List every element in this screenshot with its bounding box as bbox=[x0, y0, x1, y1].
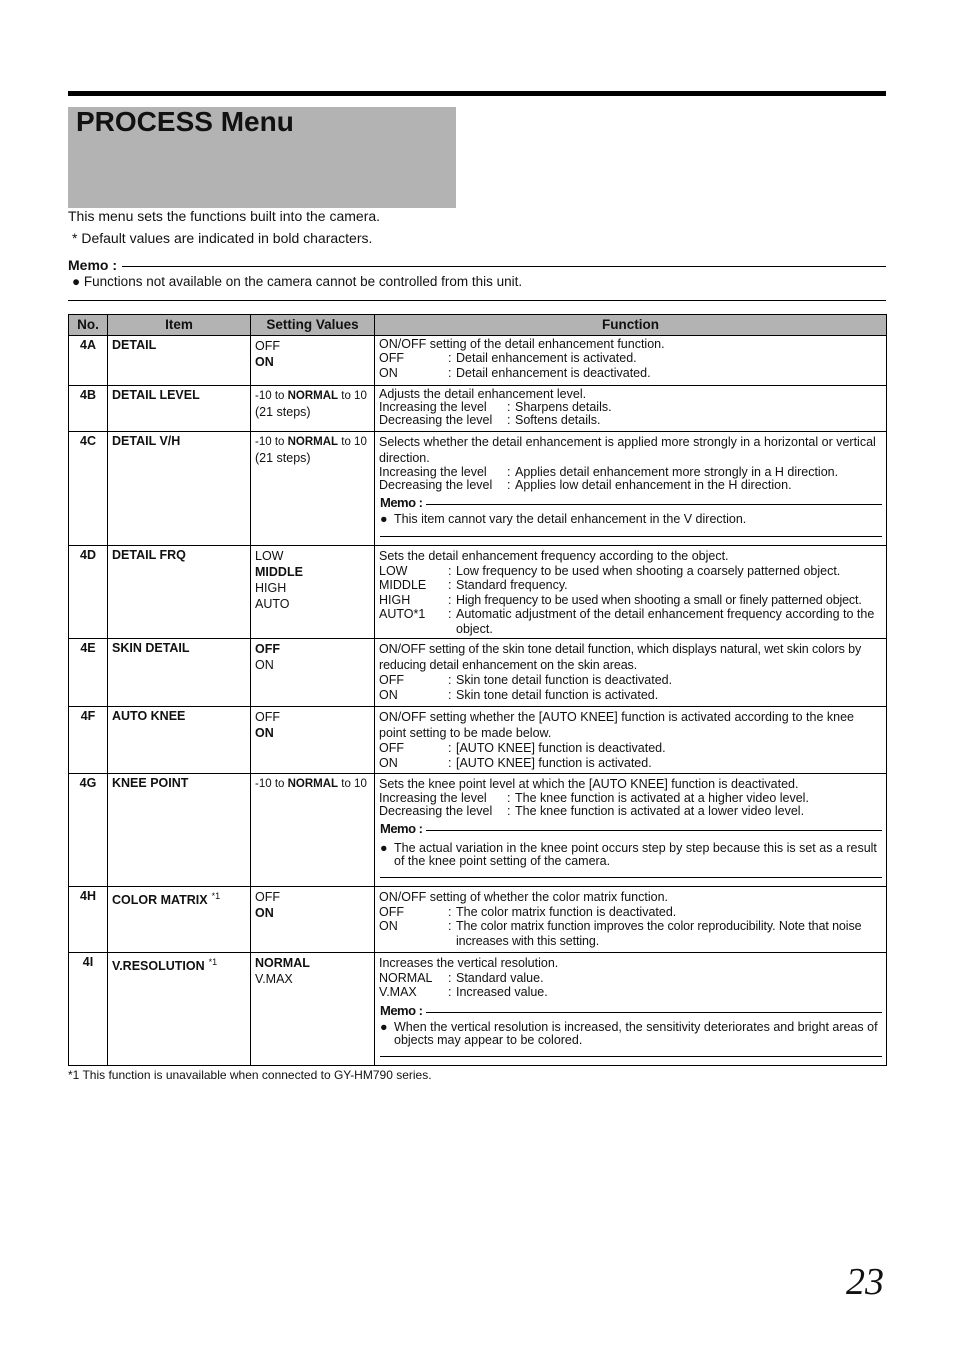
row-function bbox=[375, 639, 887, 707]
value-option: OFF bbox=[255, 889, 280, 904]
footnote: *1 This function is unavailable when connected to GY-HM790 series. bbox=[68, 1068, 432, 1082]
row-values bbox=[251, 639, 375, 707]
title-banner bbox=[68, 107, 456, 208]
header-setting-values: Setting Values bbox=[251, 315, 375, 336]
header-no: No. bbox=[69, 315, 108, 336]
function-option: OFF : The color matrix function is deactivated. bbox=[379, 904, 677, 919]
row-item: COLOR MATRIX $^{*1}$ bbox=[108, 886, 251, 952]
function-option: Increasing the level : Sharpens details. bbox=[379, 400, 612, 414]
function-option: V.MAX : Increased value. bbox=[379, 985, 548, 999]
function-option: MIDDLE : Standard frequency. bbox=[379, 578, 568, 592]
value-option-default: NORMAL bbox=[255, 955, 310, 970]
row-no: 4A bbox=[69, 336, 108, 386]
value-option: AUTO bbox=[255, 596, 290, 611]
function-option: Decreasing the level : Softens details. bbox=[379, 413, 601, 427]
bullet-icon: ● bbox=[72, 274, 81, 289]
row-no: 4G bbox=[69, 774, 108, 887]
function-desc: Sets the detail enhancement frequency according to the object. bbox=[379, 548, 729, 563]
memo-label: Memo : bbox=[380, 495, 423, 510]
memo-note-text: Functions not available on the camera cannot be controlled from this unit. bbox=[83, 274, 523, 289]
function-desc: ON/OFF setting of whether the color matrix function. bbox=[379, 889, 669, 904]
footnote-mark: *1 bbox=[208, 956, 218, 967]
memo-text: This item cannot vary the detail enhancement in the V direction. bbox=[394, 511, 747, 526]
memo-header bbox=[68, 257, 886, 273]
bullet-icon: ● bbox=[380, 1020, 388, 1034]
row-item: AUTO KNEE bbox=[108, 707, 251, 774]
row-item: SKIN DETAIL bbox=[108, 639, 251, 707]
row-values bbox=[251, 952, 375, 1066]
function-desc: Increases the vertical resolution. bbox=[379, 955, 559, 970]
value-steps: (21 steps) bbox=[255, 451, 311, 465]
row-values bbox=[251, 886, 375, 952]
row-no: 4C bbox=[69, 432, 108, 546]
row-no: 4H bbox=[69, 886, 108, 952]
process-menu-table bbox=[68, 314, 887, 1066]
row-item: KNEE POINT bbox=[108, 774, 251, 887]
footnote-mark: *1 bbox=[211, 890, 221, 901]
row-function bbox=[375, 707, 887, 774]
table-row bbox=[69, 432, 887, 546]
row-values bbox=[251, 432, 375, 546]
value-option: HIGH bbox=[255, 580, 287, 595]
row-function bbox=[375, 774, 887, 887]
row-values bbox=[251, 707, 375, 774]
function-option: NORMAL : Standard value. bbox=[379, 970, 544, 985]
table-header-row bbox=[69, 315, 887, 336]
intro-text: This menu sets the functions built into the camera. bbox=[68, 208, 381, 224]
memo-rule bbox=[122, 266, 886, 267]
function-option: OFF : Skin tone detail function is deactivated. bbox=[379, 673, 673, 687]
value-range: -10 to NORMAL to 10 bbox=[255, 390, 367, 402]
value-option: ON bbox=[255, 658, 274, 672]
row-function bbox=[375, 386, 887, 432]
function-option: Increasing the level : The knee function is activated at a higher video level. bbox=[379, 791, 809, 805]
value-option: V.MAX bbox=[255, 971, 293, 986]
function-option: Decreasing the level : Applies low detail enhancement in the H direction. bbox=[379, 478, 792, 492]
function-desc: ON/OFF setting of the skin tone detail function, which displays natural, wet skin colors by reducing detail enhancement on the skin areas. bbox=[379, 642, 862, 672]
memo-text: When the vertical resolution is increased, the sensitivity deteriorates and bright areas of objects may appear to be colored. bbox=[394, 1020, 878, 1047]
row-values bbox=[251, 774, 375, 887]
row-function bbox=[375, 432, 887, 546]
bullet-icon: ● bbox=[380, 511, 388, 526]
value-option: LOW bbox=[255, 548, 284, 563]
inner-memo bbox=[380, 496, 882, 537]
table-row bbox=[69, 952, 887, 1066]
table-row bbox=[69, 886, 887, 952]
memo-text: The actual variation in the knee point occurs step by step because this is set as a result of the knee point setting of the camera. bbox=[394, 840, 877, 868]
header-item: Item bbox=[108, 315, 251, 336]
memo-label: Memo : bbox=[380, 821, 423, 836]
value-option-default: MIDDLE bbox=[255, 564, 303, 579]
memo-bottom-rule bbox=[68, 300, 886, 301]
function-desc: Selects whether the detail enhancement is applied more strongly in a horizontal or vertical direction. bbox=[379, 435, 876, 465]
function-option: ON : Detail enhancement is deactivated. bbox=[379, 365, 651, 380]
table-row bbox=[69, 774, 887, 887]
function-option: OFF : [AUTO KNEE] function is deactivated. bbox=[379, 741, 666, 755]
table-row bbox=[69, 639, 887, 707]
row-item: DETAIL V/H bbox=[108, 432, 251, 546]
page-number: 23 bbox=[846, 1261, 884, 1303]
row-function bbox=[375, 952, 887, 1066]
value-option-default: ON bbox=[255, 355, 274, 369]
function-option: Decreasing the level : The knee function is activated at a lower video level. bbox=[379, 804, 805, 818]
row-no: 4F bbox=[69, 707, 108, 774]
bullet-icon: ● bbox=[380, 840, 388, 855]
value-option-default: ON bbox=[255, 905, 274, 920]
table-row bbox=[69, 386, 887, 432]
table-row bbox=[69, 545, 887, 639]
function-option: LOW : Low frequency to be used when shooting a coarsely patterned object. bbox=[379, 563, 841, 578]
row-no: 4B bbox=[69, 386, 108, 432]
table-row bbox=[69, 336, 887, 386]
row-function bbox=[375, 886, 887, 952]
table-row bbox=[69, 707, 887, 774]
page-title: PROCESS Menu bbox=[76, 106, 294, 137]
header-function: Function bbox=[375, 315, 887, 336]
function-desc: Sets the knee point level at which the [AUTO KNEE] function is deactivated. bbox=[379, 777, 799, 791]
row-function bbox=[375, 336, 887, 386]
row-no: 4D bbox=[69, 545, 108, 639]
row-no: 4E bbox=[69, 639, 108, 707]
memo-note bbox=[72, 274, 522, 289]
row-values bbox=[251, 336, 375, 386]
default-note: * Default values are indicated in bold characters. bbox=[72, 230, 373, 246]
inner-memo bbox=[380, 822, 882, 878]
value-steps: (21 steps) bbox=[255, 405, 311, 419]
row-no: 4I bbox=[69, 952, 108, 1066]
inner-memo bbox=[380, 1004, 882, 1058]
row-item: V.RESOLUTION $^{*1}$ bbox=[108, 952, 251, 1066]
function-option: ON : The color matrix function improves the color reproducibility. Note that noise increases with this setting. bbox=[379, 919, 862, 948]
value-option-default: ON bbox=[255, 726, 274, 740]
function-option: HIGH : High frequency to be used when shooting a small or finely patterned object. bbox=[379, 592, 862, 607]
memo-label: Memo : bbox=[380, 1002, 423, 1018]
value-option: OFF bbox=[255, 710, 280, 724]
value-option-default: OFF bbox=[255, 642, 280, 656]
function-option: ON : [AUTO KNEE] function is activated. bbox=[379, 755, 652, 770]
memo-label: Memo : bbox=[68, 257, 117, 273]
top-rule bbox=[68, 91, 886, 96]
row-item: DETAIL bbox=[108, 336, 251, 386]
value-option: OFF bbox=[255, 339, 280, 353]
row-item: DETAIL FRQ bbox=[108, 545, 251, 639]
function-desc: ON/OFF setting whether the [AUTO KNEE] function is activated according to the knee point setting to be made below. bbox=[379, 710, 854, 740]
row-function bbox=[375, 545, 887, 639]
value-range: -10 to NORMAL to 10 bbox=[255, 778, 367, 790]
row-item: DETAIL LEVEL bbox=[108, 386, 251, 432]
function-option: OFF : Detail enhancement is activated. bbox=[379, 351, 637, 365]
function-option: Increasing the level : Applies detail enhancement more strongly in a H direction. bbox=[379, 465, 839, 479]
function-option: ON : Skin tone detail function is activated. bbox=[379, 687, 659, 702]
function-option: AUTO*1 : Automatic adjustment of the detail enhancement frequency according to the object. bbox=[379, 607, 875, 636]
function-desc: Adjusts the detail enhancement level. bbox=[379, 387, 587, 401]
value-range: -10 to NORMAL to 10 bbox=[255, 436, 367, 448]
row-values bbox=[251, 545, 375, 639]
row-values bbox=[251, 386, 375, 432]
function-desc: ON/OFF setting of the detail enhancement function. bbox=[379, 337, 665, 351]
